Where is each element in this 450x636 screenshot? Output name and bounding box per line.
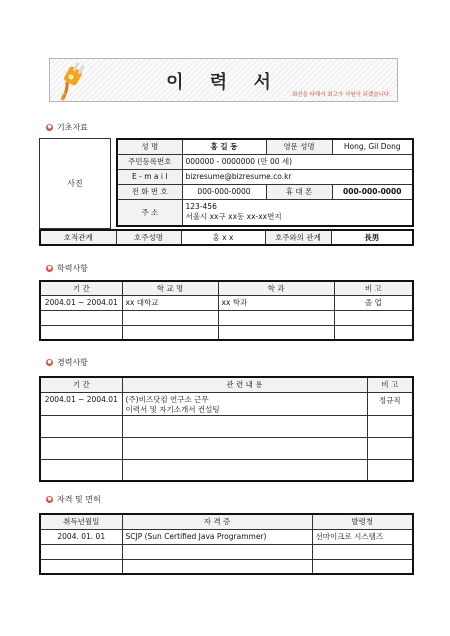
address-cell (182, 199, 413, 226)
license-header-name: 자 격 증 (122, 514, 312, 529)
section-heading-education: ● 학력사항 (47, 264, 88, 273)
edu-cell (40, 325, 122, 340)
edu-header-period: 기 간 (40, 281, 122, 295)
edu-cell (218, 310, 334, 325)
family-head-label: 호주성명 (116, 230, 181, 245)
table-row (40, 559, 413, 574)
table-row (40, 310, 413, 325)
family-head-value: 홍 x x (181, 230, 265, 245)
career-cell (122, 459, 367, 481)
document-subtitle: 최선을 다해서 최고가 사원이 되겠습니다. (291, 92, 391, 98)
license-cell (122, 544, 312, 559)
license-cell (312, 559, 413, 574)
edu-cell (334, 310, 413, 325)
family-relation-table (39, 229, 414, 246)
section-heading-license: ● 자격 및 면허 (47, 495, 101, 504)
career-cell (40, 459, 122, 481)
table-row (40, 529, 413, 544)
edu-cell: xx 대학교 (122, 295, 218, 310)
career-cell (40, 437, 122, 459)
title-banner (49, 58, 398, 102)
personal-info-table (116, 138, 414, 227)
email-value: bizresume@bizresume.co.kr (182, 169, 413, 184)
eng-name-value: Hong, Gil Dong (332, 139, 413, 154)
rrn-value: 000000 - 0000000 (만 00 세) (182, 154, 413, 169)
phone-value: 000-000-0000 (182, 184, 266, 199)
career-cell (367, 437, 413, 459)
edu-header-school: 학 교 명 (122, 281, 218, 295)
edu-header-major: 학 과 (218, 281, 334, 295)
name-value: 홍 길 동 (182, 139, 266, 154)
career-header-note: 비 고 (367, 377, 413, 392)
table-row (40, 437, 413, 459)
education-table (39, 280, 414, 341)
edu-cell: xx 학과 (218, 295, 334, 310)
section-heading-basic: ● 기초자료 (47, 123, 88, 132)
edu-cell (122, 325, 218, 340)
edu-header-note: 비 고 (334, 281, 413, 295)
name-label: 성 명 (117, 139, 182, 154)
mobile-label: 휴 대 폰 (266, 184, 332, 199)
career-cell: (주)비즈닷컴 연구소 근무 이력서 및 자기소개서 컨설팅 (122, 392, 367, 415)
career-cell: 정규직 (367, 392, 413, 415)
rrn-label: 주민등록번호 (117, 154, 182, 169)
table-row (40, 295, 413, 310)
license-cell (122, 559, 312, 574)
edu-cell (218, 325, 334, 340)
license-cell (312, 544, 413, 559)
career-header-content: 관 련 내 용 (122, 377, 367, 392)
license-cell (40, 544, 122, 559)
edu-cell: 2004.01 ~ 2004.01 (40, 295, 122, 310)
photo-box (39, 138, 111, 229)
address-label: 주 소 (117, 199, 182, 226)
license-cell: 선마이크로 시스템즈 (312, 529, 413, 544)
career-cell (40, 415, 122, 437)
address-zip: 123-456 (185, 201, 217, 211)
section-bullet-icon: ● (47, 496, 52, 502)
license-header-date: 취득년월일 (40, 514, 122, 529)
edu-cell (40, 310, 122, 325)
mobile-value: 000-000-0000 (332, 184, 413, 199)
career-cell (122, 415, 367, 437)
table-row (40, 544, 413, 559)
career-cell: 2004.01 ~ 2004.01 (40, 392, 122, 415)
table-row (40, 325, 413, 340)
family-label: 호적관계 (40, 230, 116, 245)
document-title: 이 력 서 (166, 72, 281, 93)
section-bullet-icon: ● (47, 265, 52, 271)
section-heading-career: ● 경력사항 (47, 358, 88, 367)
relation-value: 長男 (331, 230, 413, 245)
license-cell: SCJP (Sun Certified Java Programmer) (122, 529, 312, 544)
license-table (39, 513, 414, 575)
edu-cell (122, 310, 218, 325)
table-row (40, 415, 413, 437)
plug-logo-icon (58, 60, 88, 104)
table-row (40, 392, 413, 415)
career-cell (122, 437, 367, 459)
license-header-issuer: 발령청 (312, 514, 413, 529)
table-row (40, 459, 413, 481)
email-label: E - m a i l (117, 169, 182, 184)
license-cell: 2004. 01. 01 (40, 529, 122, 544)
section-bullet-icon: ● (47, 359, 52, 365)
career-table (39, 376, 414, 482)
relation-label: 호주와의 관계 (265, 230, 331, 245)
career-header-period: 기 간 (40, 377, 122, 392)
phone-label: 전 화 번 호 (117, 184, 182, 199)
address-value: 서울시 xx구 xx동 xx-xx번지 (185, 211, 282, 221)
edu-cell: 졸 업 (334, 295, 413, 310)
eng-name-label: 영문 성명 (266, 139, 332, 154)
career-cell (367, 459, 413, 481)
photo-label: 사진 (67, 179, 83, 188)
license-cell (40, 559, 122, 574)
edu-cell (334, 325, 413, 340)
section-bullet-icon: ● (47, 124, 52, 130)
career-cell (367, 415, 413, 437)
